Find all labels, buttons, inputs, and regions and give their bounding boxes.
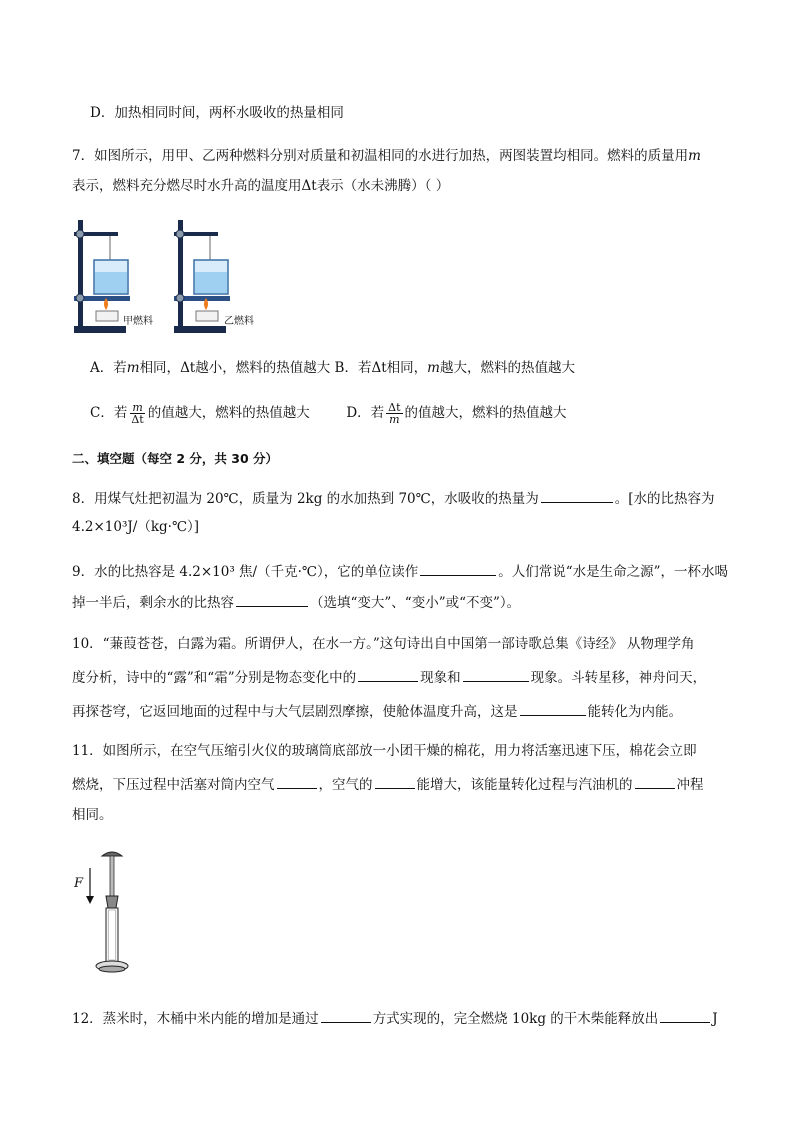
q7-option-a-dt: Δt <box>180 360 196 376</box>
q7-figure-label-b: 乙燃料 <box>224 316 254 327</box>
q7-option-b-dt: Δt <box>371 360 387 376</box>
q7-option-d-t2: 的值越大，燃料的热值越大 <box>404 405 567 421</box>
q8-text1b: 。[水的比热容为 <box>614 491 715 507</box>
q7-option-c-num: m <box>132 401 143 414</box>
q7-options-cd <box>90 400 567 426</box>
q6-option-d: D．加热相同时间，两杯水吸收的热量相同 <box>90 105 344 121</box>
q7-option-c <box>90 401 314 426</box>
q7-option-b-t2: 相同， <box>386 360 428 376</box>
q7-option-a-t1: A．若 <box>90 360 127 376</box>
q9-specific-heat-blank[interactable] <box>236 592 308 607</box>
q7-option-a-m: m <box>126 360 140 376</box>
q8-line1 <box>72 488 715 508</box>
igniter-body <box>96 852 128 972</box>
q9-text2a: 掉一半后，剩余水的比热容 <box>72 595 234 611</box>
q7-option-d <box>346 401 567 426</box>
force-arrow <box>86 868 94 904</box>
q8-text1a: 8．用煤气灶把初温为 20℃，质量为 2kg 的水加热到 70℃，水吸收的热量为 <box>72 491 539 507</box>
q10-text3a: 再探苍穹，它返回地面的过程中与大气层剧烈摩擦，使舱体温度升高，这是 <box>72 704 518 720</box>
section-heading-fill-in: 二、填空题（每空 2 分，共 30 分） <box>72 451 279 466</box>
q11-line2 <box>72 774 704 794</box>
q7-option-a <box>90 360 335 376</box>
q9-text1a: 9．水的比热容是 4.2×10³ 焦/（千克·℃），它的单位读作 <box>72 564 419 580</box>
q10-line3 <box>72 701 682 721</box>
q10-text2a: 度分析，诗中的“露”和“霜”分别是物态变化中的 <box>72 670 357 686</box>
q11-text2a: 燃烧，下压过程中活塞对筒内空气 <box>72 777 275 793</box>
q9-text1b: 。人们常说“水是生命之源”，一杯水喝 <box>498 564 729 580</box>
q7-option-d-den: m <box>389 413 400 426</box>
q7-stem-text2a: 表示，燃料充分燃尽时水升高的温度用 <box>72 178 302 194</box>
q12-method-blank[interactable] <box>321 1008 371 1023</box>
q11-text2b: ，空气的 <box>318 777 373 793</box>
q11-figure-compression-igniter <box>72 848 142 978</box>
q7-option-b-m: m <box>427 360 440 376</box>
q7-option-c-fraction <box>129 402 145 425</box>
q11-energy-blank[interactable] <box>375 774 415 789</box>
q7-option-d-num: Δt <box>388 401 401 414</box>
q7-option-a-t2: 相同， <box>139 360 181 376</box>
q10-text2c: 现象。斗转星移，神舟问天， <box>530 670 707 686</box>
q9-line1 <box>72 561 728 581</box>
q7-options-ab <box>90 359 575 377</box>
q10-energy-blank[interactable] <box>520 701 586 716</box>
q7-option-b <box>335 360 575 376</box>
q7-stem-text1: 7．如图所示，用甲、乙两种燃料分别对质量和初温相同的水进行加热，两图装置均相同。燃料的质量用 <box>72 148 689 164</box>
q11-text2c: 能增大，该能量转化过程与汽油机的 <box>416 777 633 793</box>
q11-text2d: 冲程 <box>676 777 704 793</box>
q10-line2 <box>72 667 706 687</box>
q12-text1c: J <box>712 1011 718 1027</box>
apparatus-b <box>174 220 230 333</box>
q11-work-blank[interactable] <box>277 774 317 789</box>
q7-option-a-t3: 越小，燃料的热值越大 <box>195 360 331 376</box>
q12-text1a: 12．蒸米时，木桶中米内能的增加是通过 <box>72 1011 319 1027</box>
q7-option-b-t1: B．若 <box>334 360 372 376</box>
q11-line1: 11．如图所示，在空气压缩引火仪的玻璃筒底部放一小团干燥的棉花，用力将活塞迅速下压，棉花会立即 <box>72 743 697 759</box>
q10-line1: 10．“蒹葭苍苍，白露为霜。所谓伊人，在水一方。”这句诗出自中国第一部诗歌总集《诗经》 从物理学角 <box>72 636 695 652</box>
q7-figure-label-a: 甲燃料 <box>123 316 153 327</box>
q8-line2: 4.2×10³J/（kg·℃）] <box>72 519 200 535</box>
q12-line1 <box>72 1008 718 1028</box>
q12-heat-blank[interactable] <box>660 1008 710 1023</box>
q9-text2b: （选填“变大”、“变小”或“不变”）。 <box>310 595 521 611</box>
q7-option-c-t2: 的值越大，燃料的热值越大 <box>147 405 310 421</box>
q11-stroke-blank[interactable] <box>635 774 675 789</box>
q9-line2 <box>72 592 520 612</box>
q10-text3b: 能转化为内能。 <box>587 704 682 720</box>
apparatus-a <box>74 220 130 333</box>
q7-option-c-den: Δt <box>131 413 144 426</box>
q9-unit-reading-blank[interactable] <box>420 561 496 576</box>
q10-dew-blank[interactable] <box>358 667 418 682</box>
q7-option-b-t3: 越大，燃料的热值越大 <box>439 360 575 376</box>
q11-figure-label-f: F <box>74 876 84 891</box>
q7-option-d-fraction <box>386 402 402 425</box>
q7-stem-line2 <box>72 177 449 195</box>
q11-line3: 相同。 <box>72 807 113 823</box>
q12-text1b: 方式实现的，完全燃烧 10kg 的干木柴能释放出 <box>372 1011 659 1027</box>
q7-option-d-t1: D．若 <box>346 405 385 421</box>
q10-text2b: 现象和 <box>420 670 461 686</box>
q7-var-m: m <box>688 148 701 164</box>
q7-stem-line1 <box>72 147 701 165</box>
q7-option-c-t1: C．若 <box>90 405 128 421</box>
q10-frost-blank[interactable] <box>463 667 529 682</box>
q7-var-dt: Δt <box>301 178 317 194</box>
q8-answer-blank[interactable] <box>541 488 613 503</box>
q7-stem-text2b: 表示（水未沸腾）（ ） <box>316 178 450 194</box>
